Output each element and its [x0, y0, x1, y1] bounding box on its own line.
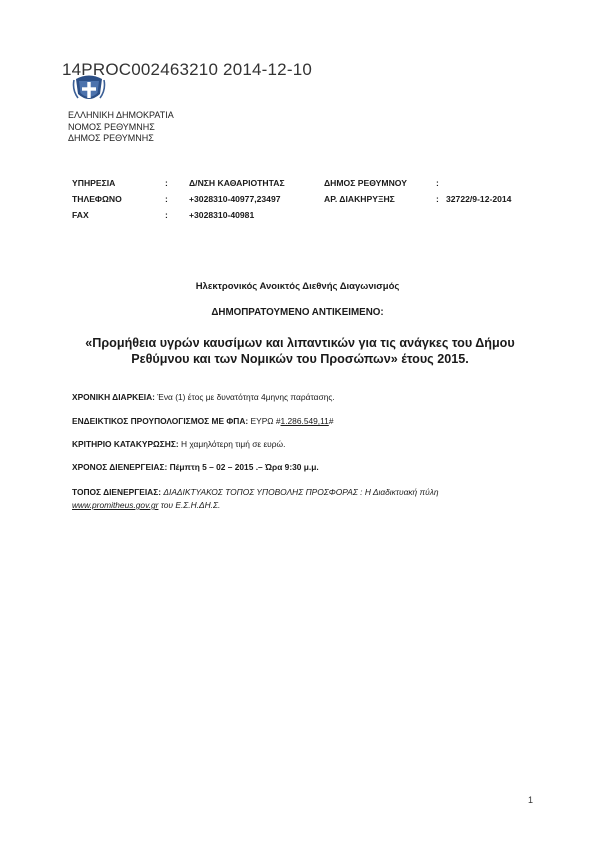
phone-value: +3028310-40977,23497: [189, 194, 281, 204]
notice-number-label: ΑΡ. ΔΙΑΚΗΡΥΞΗΣ: [324, 194, 395, 204]
criterion-label: ΚΡΙΤΗΡΙΟ ΚΑΤΑΚΥΡΩΣΗΣ:: [72, 439, 179, 449]
colon: :: [165, 178, 168, 188]
page-number: 1: [528, 795, 534, 805]
colon: :: [165, 194, 168, 204]
issuer-line: ΕΛΛΗΝΙΚΗ ΔΗΜΟΚΡΑΤΙΑ: [68, 110, 174, 120]
budget-amount: 1.286.549,11: [280, 416, 329, 426]
place-link-line: [72, 500, 220, 510]
budget-suffix: #: [328, 416, 334, 426]
duration-value: Ένα (1) έτος με δυνατότητα 4μηνης παράτασης.: [157, 392, 335, 402]
municipality-label: ΔΗΜΟΣ ΡΕΘΥΜΝΟΥ: [324, 178, 407, 188]
time-value: Πέμπτη 5 – 02 – 2015 .– Ώρα 9:30 μ.μ.: [169, 462, 319, 472]
table-row: [72, 194, 511, 210]
promitheus-link[interactable]: www.promitheus.gov.gr: [72, 500, 159, 510]
contact-info-table: [72, 178, 511, 226]
table-row: [72, 210, 511, 226]
municipality-value: [446, 178, 511, 194]
time-field: [72, 462, 319, 472]
issuer-line: ΔΗΜΟΣ ΡΕΘΥΜΝΗΣ: [68, 133, 154, 143]
issuer-block: [68, 110, 174, 145]
place-value: ΔΙΑΔΙΚΤΥΑΚΟΣ ΤΟΠΟΣ ΥΠΟΒΟΛΗΣ ΠΡΟΣΦΟΡΑΣ : Η Διαδικτυακή πύλη: [163, 487, 439, 497]
colon: :: [436, 194, 439, 204]
place-label: ΤΟΠΟΣ ΔΙΕΝΕΡΓΕΙΑΣ:: [72, 487, 162, 497]
phone-label: ΤΗΛΕΦΩΝΟ: [72, 194, 122, 204]
colon: :: [436, 178, 439, 188]
subject-title: «Προμήθεια υγρών καυσίμων και λιπαντικών για τις ανάγκες του Δήμου Ρεθύμνου και των Νομικών του Προσώπων» έτους 2015.: [85, 336, 515, 366]
criterion-field: [72, 439, 285, 449]
criterion-value: Η χαμηλότερη τιμή σε ευρώ.: [180, 439, 286, 449]
budget-label: ΕΝΔΕΙΚΤΙΚΟΣ ΠΡΟΥΠΟΛΟΓΙΣΜΟΣ ΜΕ ΦΠΑ:: [72, 416, 249, 426]
tender-type: Ηλεκτρονικός Ανοικτός Διεθνής Διαγωνισμός: [195, 281, 400, 292]
fax-label: FAX: [72, 210, 89, 220]
service-value: Δ/ΝΣΗ ΚΑΘΑΡΙΟΤΗΤΑΣ: [189, 178, 285, 188]
colon: :: [165, 210, 168, 220]
time-label: ΧΡΟΝΟΣ ΔΙΕΝΕΡΓΕΙΑΣ:: [72, 462, 168, 472]
notice-number-value: 32722/9-12-2014: [446, 194, 512, 204]
place-tail: του Ε.Σ.Η.ΔΗ.Σ.: [160, 500, 221, 510]
budget-field: [72, 416, 333, 426]
document-id: 14PROC002463210 2014-12-10: [62, 60, 312, 79]
fax-value: +3028310-40981: [189, 210, 255, 220]
duration-field: [72, 392, 335, 402]
issuer-line: ΝΟΜΟΣ ΡΕΘΥΜΝΗΣ: [68, 121, 155, 132]
place-field: [72, 487, 439, 497]
subject-heading: ΔΗΜΟΠΡΑΤΟΥΜΕΝΟ ΑΝΤΙΚΕΙΜΕΝΟ:: [211, 307, 384, 318]
table-row: [72, 178, 511, 194]
duration-label: ΧΡΟΝΙΚΗ ΔΙΑΡΚΕΙΑ:: [72, 392, 155, 402]
budget-prefix: ΕΥΡΩ #: [250, 416, 281, 426]
service-label: ΥΠΗΡΕΣΙΑ: [72, 178, 116, 188]
